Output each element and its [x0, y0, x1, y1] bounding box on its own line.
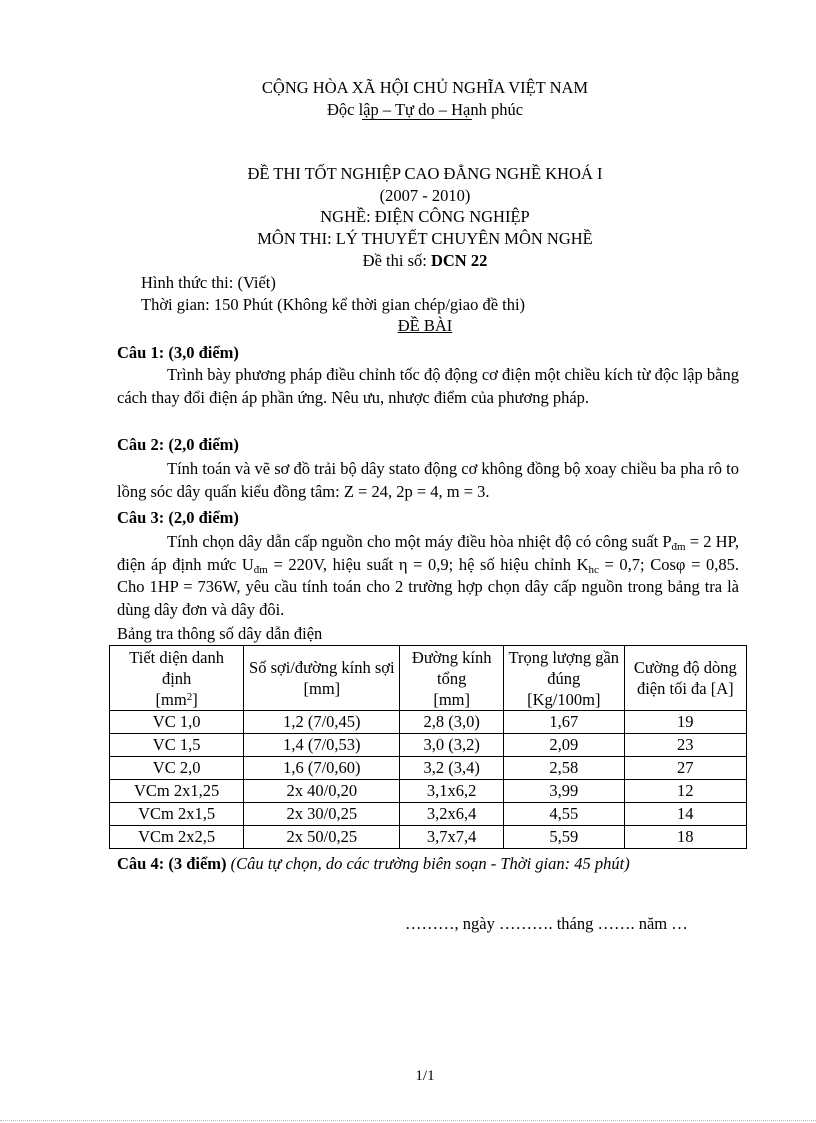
q3-sub-2: đm [253, 563, 268, 576]
header-cross-section-label: Tiết diện danh định [129, 647, 224, 688]
header-cross-section-unit-pre: [mm [155, 689, 187, 709]
header-diameter-unit: [mm] [433, 689, 471, 709]
q3-text-part1: Tính chọn dây dẫn cấp nguồn cho một máy điều hòa nhiệt độ có công suất P [167, 532, 672, 551]
motto [0, 99, 816, 120]
table-cell: 3,99 [503, 780, 624, 803]
page-bottom-divider [0, 1120, 816, 1121]
table-cell: 3,2x6,4 [400, 803, 504, 826]
table-row [110, 803, 747, 826]
header-cross-section-unit-sup: 2 [186, 690, 193, 703]
table-cell: 5,59 [503, 826, 624, 849]
q3-sub-1: đm [671, 541, 686, 553]
table-cell: 27 [624, 757, 746, 780]
table-cell: 1,4 (7/0,53) [244, 734, 400, 757]
header-weight [503, 646, 624, 711]
q3-sub-3: hc [588, 563, 599, 576]
page-number: 1/1 [415, 1068, 435, 1084]
header-diameter-label: Đường kính tổng [411, 647, 492, 688]
table-cell: VC 2,0 [110, 757, 244, 780]
header-strands-unit: [mm] [303, 679, 341, 698]
date-line: ………, ngày ………. tháng ……. năm … [405, 914, 688, 933]
table-cell: 23 [624, 734, 746, 757]
table-cell: 3,7x7,4 [400, 826, 504, 849]
table-cell: 4,55 [503, 803, 624, 826]
header-current: Cường độ dòng điện tối đa [A] [624, 646, 746, 711]
table-caption: Bảng tra thông số dây dẫn điện [117, 624, 323, 643]
question-4-note: (Câu tự chọn, do các trường biên soạn - Thời gian: 45 phút) [230, 854, 630, 873]
exam-code [0, 250, 816, 271]
table-cell: 2,09 [503, 734, 624, 757]
header-cross-section-unit-post: ] [192, 689, 198, 709]
table-row [110, 711, 747, 734]
country-name: CỘNG HÒA XÃ HỘI CHỦ NGHĨA VIỆT NAM [261, 78, 589, 97]
table-cell: 2,58 [503, 757, 624, 780]
exam-title: ĐỀ THI TỐT NGHIỆP CAO ĐẲNG NGHỀ KHOÁ I [247, 164, 603, 183]
section-title [0, 315, 816, 336]
motto-underline [362, 119, 472, 120]
section-title-text: ĐỀ BÀI [397, 316, 453, 335]
exam-code-value: DCN 22 [430, 251, 488, 270]
table-cell: 1,6 (7/0,60) [244, 757, 400, 780]
table-cell: 2x 30/0,25 [244, 803, 400, 826]
table-cell: 18 [624, 826, 746, 849]
question-3-label: Câu 3: (2,0 điểm) [117, 508, 239, 527]
table-cell: 2,8 (3,0) [400, 711, 504, 734]
motto-text: Độc lập – Tự do – Hạnh phúc [326, 100, 524, 119]
table-cell: 1,67 [503, 711, 624, 734]
header-cross-section [110, 646, 244, 711]
question-4-label: Câu 4: (3 điểm) [117, 854, 227, 873]
header-weight-unit: [Kg/100m] [527, 689, 601, 709]
wire-spec-table [109, 645, 747, 849]
question-4 [117, 853, 630, 874]
header-diameter [400, 646, 504, 711]
question-1-text: Trình bày phương pháp điều chỉnh tốc độ động cơ điện một chiều kích từ độc lập bằng cách thay đổi điện áp phần ứng. Nêu ưu, nhược điểm của phương pháp. [117, 365, 739, 407]
table-cell: 2x 50/0,25 [244, 826, 400, 849]
table-cell: VC 1,5 [110, 734, 244, 757]
table-cell: 12 [624, 780, 746, 803]
q3-text-part4: = 0,7; Cosφ = 0,85. Cho 1HP = 736W, yêu cầu tính toán cho 2 trường hợp chọn dây cấp nguồn trong bảng tra là dùng dây đơn và dây đôi. [117, 554, 739, 619]
header-strands [244, 646, 400, 711]
table-cell: VC 1,0 [110, 711, 244, 734]
exam-subject: MÔN THI: LÝ THUYẾT CHUYÊN MÔN NGHỀ [257, 229, 593, 248]
table-cell: 3,1x6,2 [400, 780, 504, 803]
table-cell: 3,0 (3,2) [400, 734, 504, 757]
table-header-row [110, 646, 747, 711]
table-cell: 14 [624, 803, 746, 826]
question-2-text: Tính toán và vẽ sơ đồ trải bộ dây stato động cơ không đồng bộ xoay chiều ba pha rô to lồng sóc dây quấn kiểu đồng tâm: Z = 24, 2p = 4, m = 3. [117, 459, 739, 501]
exam-code-label: Đề thi số: [362, 251, 427, 270]
table-row [110, 757, 747, 780]
exam-years: (2007 - 2010) [379, 186, 471, 205]
table-row [110, 734, 747, 757]
q3-text-part3: = 220V, hiệu suất η = 0,9; hệ số hiệu chỉnh K [267, 554, 589, 574]
table-cell: 2x 40/0,20 [244, 780, 400, 803]
exam-profession: NGHỀ: ĐIỆN CÔNG NGHIỆP [320, 207, 530, 226]
header-weight-label: Trọng lượng gần đúng [508, 647, 620, 688]
table-cell: 1,2 (7/0,45) [244, 711, 400, 734]
question-3-text [117, 531, 739, 621]
exam-form: Hình thức thi: (Viết) [141, 273, 276, 292]
table-row [110, 780, 747, 803]
table-cell: VCm 2x1,5 [110, 803, 244, 826]
table-cell: VCm 2x2,5 [110, 826, 244, 849]
question-2-label: Câu 2: (2,0 điểm) [117, 435, 239, 454]
header-strands-label: Số sợi/đường kính sợi [249, 658, 395, 677]
question-1-label: Câu 1: (3,0 điểm) [117, 343, 239, 362]
table-cell: VCm 2x1,25 [110, 780, 244, 803]
q3-text-part2: = 2 HP, điện áp định mức U [117, 532, 739, 574]
table-row [110, 826, 747, 849]
table-cell: 3,2 (3,4) [400, 757, 504, 780]
exam-time: Thời gian: 150 Phút (Không kể thời gian chép/giao đề thi) [141, 295, 526, 314]
table-cell: 19 [624, 711, 746, 734]
